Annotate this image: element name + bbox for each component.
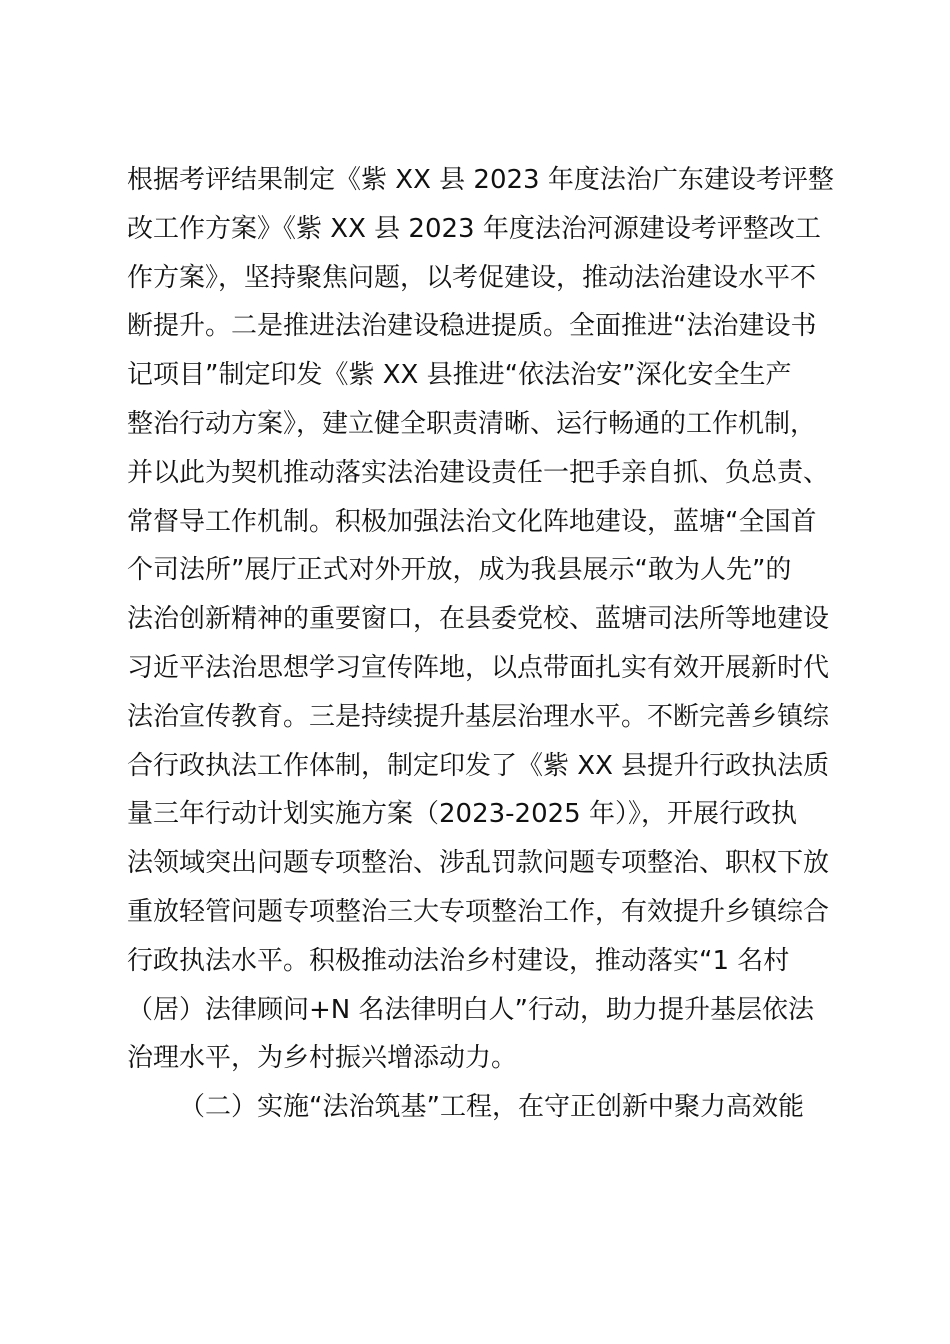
body-line: 改工作方案》《紫 XX 县 2023 年度法治河源建设考评整改工 <box>127 213 821 244</box>
body-line: 量三年行动计划实施方案（2023-2025 年）》，开展行政执 <box>127 799 797 830</box>
body-line: 作方案》，坚持聚焦问题，以考促建设，推动法治建设水平不 <box>127 262 817 293</box>
body-line: 根据考评结果制定《紫 XX 县 2023 年度法治广东建设考评整 <box>127 165 834 195</box>
body-line: 常督导工作机制。积极加强法治文化阵地建设，蓝塘“全国首 <box>127 506 817 537</box>
body-line: 个司法所”展厅正式对外开放，成为我县展示“敢为人先”的 <box>127 555 792 586</box>
body-line: 整治行动方案》，建立健全职责清晰、运行畅通的工作机制， <box>127 408 817 439</box>
document-body <box>127 156 847 1132</box>
body-line: （居）法律顾问+N 名法律明白人”行动，助力提升基层依法 <box>127 994 814 1025</box>
body-line: 断提升。二是推进法治建设稳进提质。全面推进“法治建设书 <box>127 311 817 342</box>
body-line: 治理水平，为乡村振兴增添动力。 <box>127 1043 518 1074</box>
body-line: 合行政执法工作体制，制定印发了《紫 XX 县提升行政执法质 <box>127 750 830 781</box>
body-line: 行政执法水平。积极推动法治乡村建设，推动落实“1 名村 <box>127 945 790 976</box>
body-line: 并以此为契机推动落实法治建设责任一把手亲自抓、负总责、 <box>127 457 830 488</box>
body-line: 重放轻管问题专项整治三大专项整治工作，有效提升乡镇综合 <box>127 896 830 927</box>
body-line: 记项目”制定印发《紫 XX 县推进“依法治安”深化安全生产 <box>127 360 792 391</box>
body-line: 法治创新精神的重要窗口，在县委党校、蓝塘司法所等地建设 <box>127 604 830 635</box>
body-line: 法治宣传教育。三是持续提升基层治理水平。不断完善乡镇综 <box>127 701 830 732</box>
section-heading: （二）实施“法治筑基”工程，在守正创新中聚力高效能 <box>179 1092 804 1123</box>
body-line: 习近平法治思想学习宣传阵地，以点带面扎实有效开展新时代 <box>127 652 830 683</box>
body-line: 法领域突出问题专项整治、涉乱罚款问题专项整治、职权下放 <box>127 848 830 879</box>
